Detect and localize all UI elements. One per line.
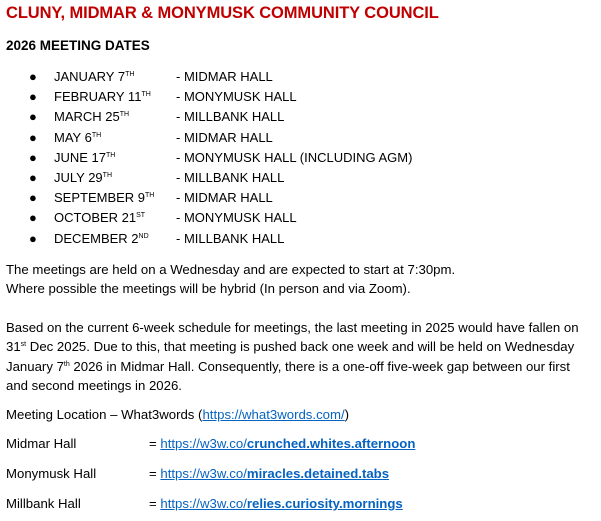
meeting-venue: - MILLBANK HALL bbox=[176, 109, 285, 125]
meeting-date: FEBRUARY 11TH bbox=[54, 89, 151, 105]
info-line: The meetings are held on a Wednesday and are expected to start at 7:30pm. bbox=[6, 262, 456, 277]
meeting-date: DECEMBER 2ND bbox=[54, 230, 149, 246]
bullet-icon: ● bbox=[29, 69, 37, 84]
meeting-dates-list bbox=[0, 69, 601, 251]
info-line: Where possible the meetings will be hybrid (In person and via Zoom). bbox=[6, 281, 411, 297]
bullet-icon: ● bbox=[29, 129, 37, 145]
list-item bbox=[0, 210, 601, 230]
meeting-date: JULY 29TH bbox=[54, 169, 113, 185]
list-item bbox=[0, 150, 601, 170]
meeting-dates-heading: 2026 MEETING DATES bbox=[6, 38, 150, 53]
list-item bbox=[0, 190, 601, 210]
page-title: CLUNY, MIDMAR & MONYMUSK COMMUNITY COUNCIL bbox=[6, 4, 439, 22]
schedule-paragraph bbox=[6, 318, 579, 396]
list-item bbox=[0, 170, 601, 190]
hall-name: Midmar Hall bbox=[6, 436, 77, 451]
hall-name: Millbank Hall bbox=[6, 496, 81, 511]
list-item bbox=[0, 130, 601, 150]
meeting-date: MARCH 25TH bbox=[54, 109, 130, 125]
bullet-icon: ● bbox=[29, 210, 37, 226]
list-item bbox=[0, 109, 601, 129]
hall-link-group: = https://w3w.co/relies.curiosity.mornings bbox=[149, 496, 403, 511]
hall-w3w-link[interactable]: https://w3w.co/relies.curiosity.mornings bbox=[160, 496, 403, 511]
bullet-icon: ● bbox=[29, 190, 37, 206]
hall-link-group: = https://w3w.co/miracles.detained.tabs bbox=[149, 466, 390, 481]
schedule-line: and second meetings in 2026. bbox=[6, 378, 182, 394]
meeting-venue: - MIDMAR HALL bbox=[176, 69, 273, 84]
meeting-date: OCTOBER 21ST bbox=[54, 210, 146, 226]
list-item bbox=[0, 89, 601, 109]
hall-link-group: = https://w3w.co/crunched.whites.afternoon bbox=[149, 436, 416, 451]
hall-w3w-link[interactable]: https://w3w.co/crunched.whites.afternoon bbox=[160, 436, 416, 451]
meeting-info bbox=[6, 260, 455, 299]
schedule-line: 31st Dec 2025. Due to this, that meeting is pushed back one week and will be held on Wednesday bbox=[6, 339, 575, 355]
meeting-location bbox=[6, 405, 349, 424]
meeting-venue: - MONYMUSK HALL bbox=[176, 210, 297, 226]
list-item bbox=[0, 231, 601, 251]
bullet-icon: ● bbox=[29, 230, 37, 246]
meeting-venue: - MONYMUSK HALL bbox=[176, 89, 297, 105]
schedule-line: Based on the current 6-week schedule for meetings, the last meeting in 2025 would have fallen on bbox=[6, 320, 579, 335]
meeting-date: MAY 6TH bbox=[54, 129, 102, 145]
meeting-venue: - MONYMUSK HALL (INCLUDING AGM) bbox=[176, 149, 413, 165]
hall-name: Monymusk Hall bbox=[6, 466, 97, 481]
meeting-date: JANUARY 7TH bbox=[54, 69, 135, 84]
meeting-venue: - MIDMAR HALL bbox=[176, 129, 273, 145]
location-label: Meeting Location – What3words ( bbox=[6, 407, 203, 422]
meeting-venue: - MIDMAR HALL bbox=[176, 190, 273, 206]
location-close: ) bbox=[344, 407, 350, 422]
list-item bbox=[0, 69, 601, 89]
what3words-link[interactable]: https://what3words.com/ bbox=[202, 407, 345, 422]
meeting-venue: - MILLBANK HALL bbox=[176, 169, 285, 185]
meeting-venue: - MILLBANK HALL bbox=[176, 230, 285, 246]
hall-w3w-link[interactable]: https://w3w.co/miracles.detained.tabs bbox=[160, 466, 390, 481]
meeting-date: JUNE 17TH bbox=[54, 149, 116, 165]
schedule-line: January 7th 2026 in Midmar Hall. Consequently, there is a one-off five-week gap between our first bbox=[6, 358, 570, 374]
meeting-date: SEPTEMBER 9TH bbox=[54, 190, 155, 206]
bullet-icon: ● bbox=[29, 109, 37, 125]
bullet-icon: ● bbox=[29, 149, 37, 165]
bullet-icon: ● bbox=[29, 89, 37, 105]
bullet-icon: ● bbox=[29, 169, 37, 185]
